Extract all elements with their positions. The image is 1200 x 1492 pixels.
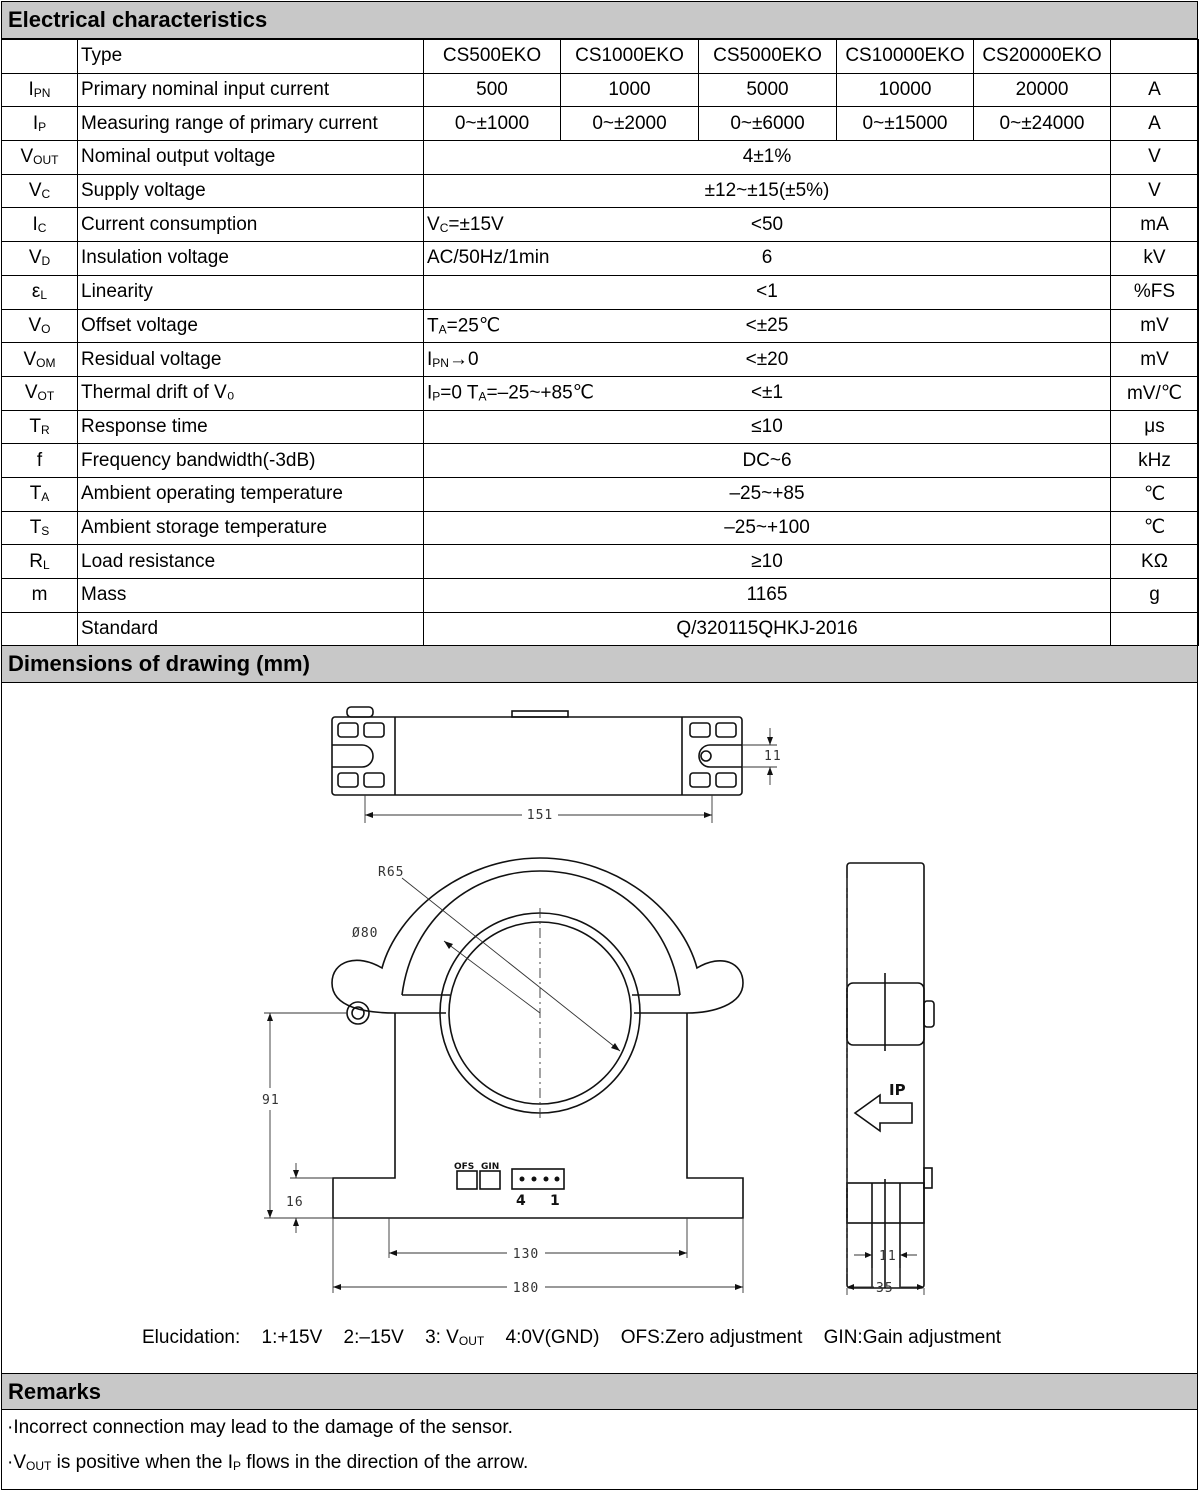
unit: V	[1111, 141, 1199, 175]
symbol-cell	[2, 612, 78, 646]
value-cell	[424, 410, 1111, 444]
symbol-subscript: L	[40, 288, 48, 303]
ofs-label: OFS	[454, 1162, 475, 1173]
parameter-name: Linearity	[78, 275, 424, 309]
condition-subscript: A	[478, 389, 487, 404]
model-name: CS5000EKO	[699, 40, 837, 74]
value-cell	[424, 343, 1111, 377]
symbol: V	[28, 247, 42, 269]
condition-subscript: PN	[432, 355, 449, 370]
symbol: I	[32, 112, 39, 134]
electrical-table	[1, 39, 1199, 646]
symbol-cell	[2, 579, 78, 613]
symbol: f	[36, 449, 43, 471]
symbol: I	[32, 213, 38, 235]
symbol: R	[29, 550, 44, 572]
unit-cell	[1111, 40, 1199, 74]
symbol-cell	[2, 275, 78, 309]
symbol-subscript: L	[43, 557, 50, 572]
gin-label: GIN	[481, 1162, 500, 1173]
dim-16: 16	[286, 1195, 304, 1211]
symbol: V	[28, 314, 42, 336]
value: ±12~±15(±5%)	[704, 180, 830, 202]
symbol-cell	[2, 477, 78, 511]
condition-subscript: C	[439, 220, 449, 235]
value-cell: 0~±15000	[837, 107, 974, 141]
value-cell	[424, 444, 1111, 478]
parameter-name: Nominal output voltage	[78, 141, 424, 175]
unit: A	[1111, 73, 1199, 107]
remark-2: ·VOUT is positive when the IP flows in the direction of the arrow.	[7, 1452, 529, 1474]
value-cell: 500	[424, 73, 561, 107]
remarks-heading: Remarks	[2, 1374, 1197, 1410]
value-cell	[424, 141, 1111, 175]
unit: kV	[1111, 242, 1199, 276]
value-cell	[424, 579, 1111, 613]
table-row	[2, 73, 1199, 107]
table-row	[2, 444, 1199, 478]
unit: %FS	[1111, 275, 1199, 309]
value: DC~6	[742, 449, 792, 471]
symbol-cell	[2, 208, 78, 242]
symbol-subscript: OM	[36, 355, 56, 370]
symbol: V	[28, 180, 42, 202]
table-row	[2, 107, 1199, 141]
table-row	[2, 343, 1199, 377]
current-arrow	[855, 1095, 912, 1131]
symbol: V	[24, 382, 38, 404]
drawing-svg	[2, 683, 1199, 1373]
table-row	[2, 208, 1199, 242]
unit: μs	[1111, 410, 1199, 444]
dim-91: 91	[262, 1093, 280, 1109]
table-row	[2, 141, 1199, 175]
condition-text: =25℃	[446, 315, 501, 337]
symbol-subscript: S	[41, 523, 50, 538]
condition-subscript: A	[438, 322, 447, 337]
dim-35: 35	[876, 1281, 894, 1297]
unit: mV/℃	[1111, 376, 1199, 410]
parameter-name: Current consumption	[78, 208, 424, 242]
unit: V	[1111, 174, 1199, 208]
symbol-cell	[2, 40, 78, 74]
value-cell: 20000	[974, 73, 1111, 107]
table-row	[2, 545, 1199, 579]
model-name: CS10000EKO	[837, 40, 974, 74]
remark-1: ·Incorrect connection may lead to the damage of the sensor.	[7, 1417, 513, 1439]
dim-151: 151	[526, 808, 554, 824]
condition-text: T	[427, 315, 439, 337]
parameter-name: Standard	[78, 612, 424, 646]
symbol-cell	[2, 376, 78, 410]
value: <±25	[745, 314, 789, 336]
parameter-name: Thermal drift of V₀	[78, 376, 424, 410]
type-label: Type	[78, 40, 424, 74]
electrical-heading: Electrical characteristics	[2, 2, 1197, 39]
parameter-name: Mass	[78, 579, 424, 613]
top-view-body	[332, 717, 742, 795]
unit: ℃	[1111, 511, 1199, 545]
condition-text: →0	[448, 348, 479, 370]
model-name: CS1000EKO	[561, 40, 699, 74]
condition	[427, 214, 504, 236]
symbol-subscript: C	[41, 187, 51, 202]
symbol: V	[23, 348, 37, 370]
value-cell	[424, 208, 1111, 242]
front-view-body	[333, 1013, 743, 1218]
value: <±1	[750, 382, 784, 404]
value-cell	[424, 242, 1111, 276]
symbol-subscript: O	[41, 321, 51, 336]
condition	[427, 247, 550, 269]
parameter-name: Insulation voltage	[78, 242, 424, 276]
symbol-subscript: D	[41, 254, 51, 269]
condition	[427, 382, 594, 405]
model-name: CS20000EKO	[974, 40, 1111, 74]
table-row	[2, 612, 1199, 646]
value-cell: 0~±2000	[561, 107, 699, 141]
value: <±20	[745, 348, 789, 370]
symbol-subscript: OUT	[33, 153, 59, 168]
value: 1165	[746, 584, 788, 606]
unit: A	[1111, 107, 1199, 141]
value: –25~+100	[724, 516, 810, 538]
symbol-cell	[2, 242, 78, 276]
dimensions-heading: Dimensions of drawing (mm)	[2, 646, 1197, 683]
unit: kHz	[1111, 444, 1199, 478]
symbol-cell	[2, 343, 78, 377]
ip-label: IP	[889, 1081, 906, 1100]
value-cell	[424, 545, 1111, 579]
table-row	[2, 579, 1199, 613]
parameter-name: Offset voltage	[78, 309, 424, 343]
parameter-name: Primary nominal input current	[78, 73, 424, 107]
unit	[1111, 612, 1199, 646]
value-cell	[424, 612, 1111, 646]
value: <50	[750, 213, 784, 235]
table-row	[2, 309, 1199, 343]
symbol-cell	[2, 141, 78, 175]
value-cell	[424, 376, 1111, 410]
elucidation: Elucidation: 1:+15V 2:–15V 3: VOUT 4:0V(GND) OFS:Zero adjustment GIN:Gain adjustment	[142, 1327, 1002, 1349]
condition-text: I	[427, 348, 433, 370]
condition	[427, 349, 479, 371]
symbol-cell	[2, 107, 78, 141]
symbol-cell	[2, 511, 78, 545]
condition-text: =±15V	[448, 213, 504, 235]
value-cell: 5000	[699, 73, 837, 107]
value-cell: 0~±24000	[974, 107, 1111, 141]
dim-130: 130	[512, 1247, 540, 1263]
condition-subscript: P	[432, 389, 441, 404]
symbol-cell	[2, 545, 78, 579]
parameter-name: Residual voltage	[78, 343, 424, 377]
condition-text: I	[427, 382, 433, 404]
value: 4±1%	[742, 146, 792, 168]
symbol-cell	[2, 174, 78, 208]
dim-180: 180	[512, 1281, 540, 1297]
condition-text: AC/50Hz/1min	[427, 247, 550, 269]
value-cell	[424, 477, 1111, 511]
value: 6	[761, 247, 773, 269]
unit: g	[1111, 579, 1199, 613]
table-row	[2, 511, 1199, 545]
value-cell	[424, 309, 1111, 343]
symbol: T	[29, 483, 42, 505]
symbol: I	[28, 79, 34, 101]
parameter-name: Response time	[78, 410, 424, 444]
symbol-cell	[2, 73, 78, 107]
value-cell	[424, 275, 1111, 309]
symbol: V	[20, 146, 34, 168]
condition-text: =–25~+85℃	[486, 382, 594, 404]
condition-text: =0 T	[440, 382, 479, 404]
unit: KΩ	[1111, 545, 1199, 579]
unit: ℃	[1111, 477, 1199, 511]
table-row	[2, 410, 1199, 444]
symbol-subscript: C	[37, 220, 47, 235]
value-cell	[424, 174, 1111, 208]
symbol: T	[29, 516, 42, 538]
dimension-drawing	[2, 683, 1197, 1374]
symbol: T	[29, 415, 41, 437]
value: ≤10	[751, 415, 783, 437]
symbol-subscript: R	[40, 422, 50, 437]
table-row	[2, 477, 1199, 511]
symbol: ε	[31, 281, 41, 303]
symbol: m	[31, 584, 48, 606]
table-row	[2, 275, 1199, 309]
value-cell: 0~±1000	[424, 107, 561, 141]
table-row	[2, 242, 1199, 276]
symbol-cell	[2, 410, 78, 444]
symbol-subscript: OT	[37, 389, 55, 404]
parameter-name: Ambient operating temperature	[78, 477, 424, 511]
condition-text: V	[427, 213, 440, 235]
value: –25~+85	[729, 483, 805, 505]
dim-11-side: 11	[879, 1249, 897, 1265]
table-row	[2, 174, 1199, 208]
value: <1	[756, 281, 778, 303]
value-cell	[424, 511, 1111, 545]
pin1-label: 1	[550, 1193, 560, 1210]
unit: mV	[1111, 343, 1199, 377]
model-name: CS500EKO	[424, 40, 561, 74]
parameter-name: Supply voltage	[78, 174, 424, 208]
dim-d80: Ø80	[352, 926, 379, 942]
condition	[427, 314, 500, 337]
symbol-subscript: A	[41, 490, 50, 505]
value-cell: 0~±6000	[699, 107, 837, 141]
value: ≥10	[751, 550, 783, 572]
parameter-name: Measuring range of primary current	[78, 107, 424, 141]
unit: mA	[1111, 208, 1199, 242]
symbol-cell	[2, 444, 78, 478]
parameter-name: Frequency bandwidth(-3dB)	[78, 444, 424, 478]
value: Q/320115QHKJ-2016	[676, 618, 858, 640]
datasheet	[1, 1, 1198, 1490]
unit: mV	[1111, 309, 1199, 343]
table-row	[2, 376, 1199, 410]
parameter-name: Load resistance	[78, 545, 424, 579]
symbol-subscript: P	[38, 119, 47, 134]
symbol-cell	[2, 309, 78, 343]
dim-11-top: 11	[764, 749, 782, 765]
pin4-label: 4	[516, 1193, 526, 1210]
value-cell: 10000	[837, 73, 974, 107]
parameter-name: Ambient storage temperature	[78, 511, 424, 545]
symbol-subscript: PN	[33, 86, 51, 101]
value-cell: 1000	[561, 73, 699, 107]
table-header-row	[2, 40, 1199, 74]
dim-r65: R65	[378, 865, 405, 881]
